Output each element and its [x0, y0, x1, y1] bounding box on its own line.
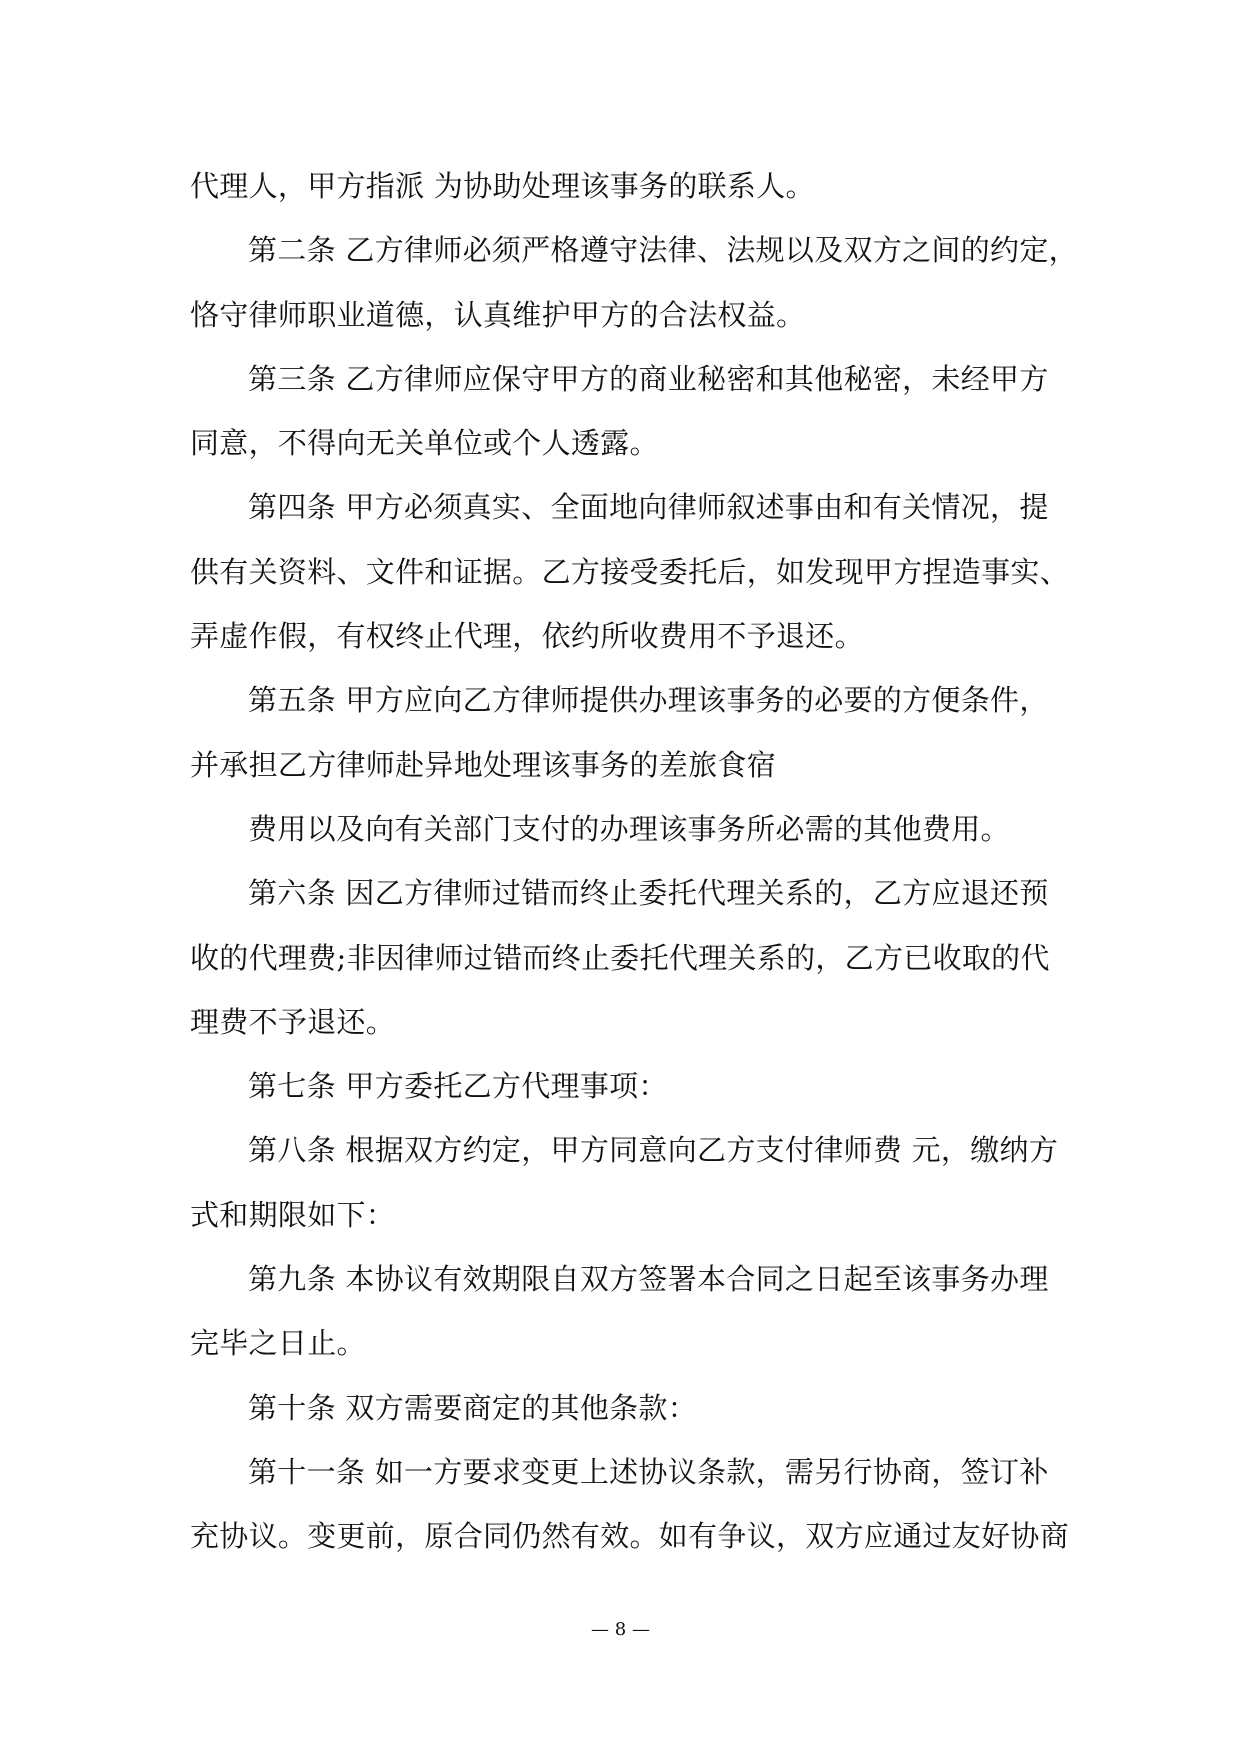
text-line: 恪守律师职业道德，认真维护甲方的合法权益。	[190, 297, 806, 332]
text-line: 第十条 双方需要商定的其他条款：	[248, 1390, 698, 1425]
text-line: 代理人，甲方指派 为协助处理该事务的联系人。	[190, 169, 815, 203]
text-line: 并承担乙方律师赴异地处理该事务的差旅食宿	[190, 747, 777, 782]
text-line: 第六条 因乙方律师过错而终止委托代理关系的，乙方应退还预	[248, 876, 1049, 911]
text-line: 第十一条 如一方要求变更上述协议条款，需另行协商，签订补	[248, 1454, 1049, 1489]
text-line: 理费不予退还。	[190, 1004, 396, 1039]
text-line: 第八条 根据双方约定，甲方同意向乙方支付律师费 元，缴纳方	[248, 1133, 1059, 1168]
text-line: 完毕之日止。	[190, 1326, 366, 1361]
text-line: 收的代理费;非因律师过错而终止委托代理关系的，乙方已收取的代	[190, 940, 1050, 975]
text-line: 费用以及向有关部门支付的办理该事务所必需的其他费用。	[248, 811, 1010, 846]
text-line: 第二条 乙方律师必须严格遵守法律、法规以及双方之间的约定，	[248, 233, 1078, 268]
text-line: 式和期限如下：	[190, 1197, 396, 1232]
text-line: 第七条 甲方委托乙方代理事项：	[248, 1069, 668, 1104]
text-line: 同意，不得向无关单位或个人透露。	[190, 426, 659, 461]
text-line: 弄虚作假，有权终止代理，依约所收费用不予退还。	[190, 619, 864, 654]
text-line: 第四条 甲方必须真实、全面地向律师叙述事由和有关情况，提	[248, 490, 1049, 525]
text-line: 供有关资料、文件和证据。乙方接受委托后，如发现甲方捏造事实、	[190, 554, 1070, 589]
contract-body-text	[190, 154, 1078, 1569]
page-number: — 8 —	[591, 1619, 650, 1640]
text-line: 第五条 甲方应向乙方律师提供办理该事务的必要的方便条件，	[248, 683, 1049, 718]
text-line: 第三条 乙方律师应保守甲方的商业秘密和其他秘密，未经甲方	[248, 361, 1049, 396]
text-line: 第九条 本协议有效期限自双方签署本合同之日起至该事务办理	[248, 1262, 1049, 1297]
text-line: 充协议。变更前，原合同仍然有效。如有争议，双方应通过友好协商	[190, 1519, 1070, 1554]
